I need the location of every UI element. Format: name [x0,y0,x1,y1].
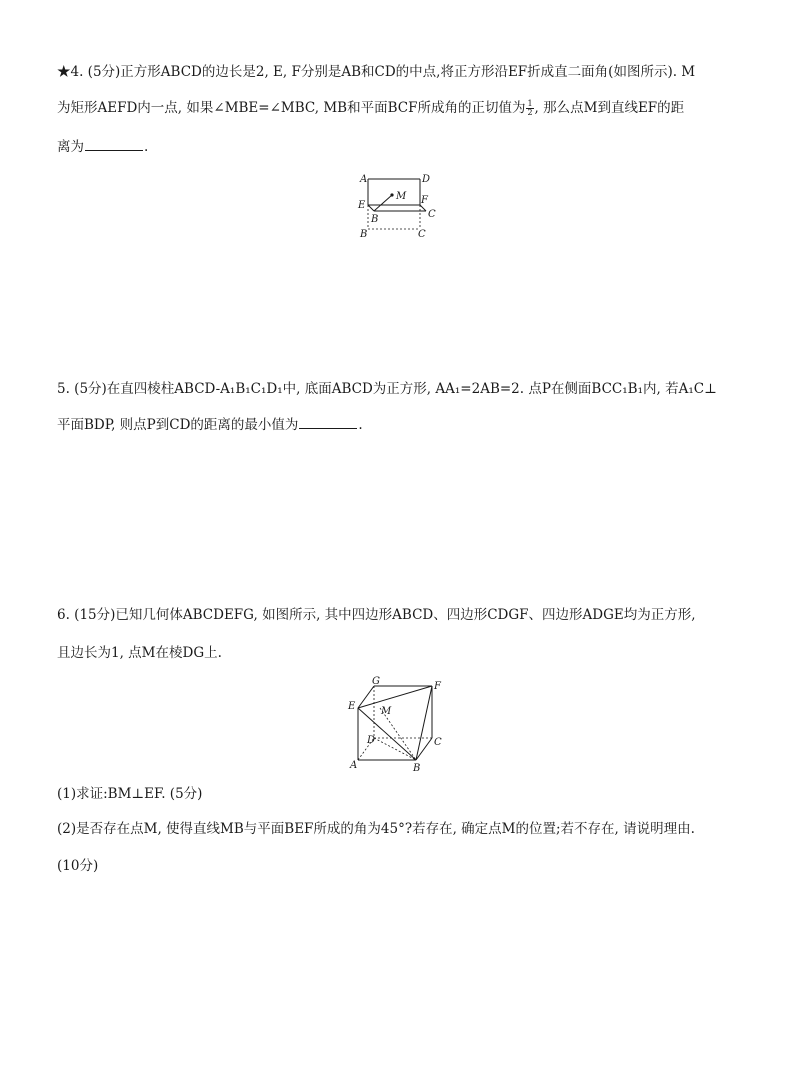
problem6-text-1: 6. (15分)已知几何体ABCDEFG, 如图所示, 其中四边形ABCD、四边形CDGF、四边形ADGE均为正方形, [57,607,696,623]
problem5-text-2: 平面BDP, 则点P到CD的距离的最小值为 [57,417,299,433]
label-C1: C [428,209,436,220]
problem6-part2-score-text: (10分) [57,858,99,874]
problem6-part2-text: (2)是否存在点M, 使得直线MB与平面BEF所成的角为45°?若存在, 确定点M的位置;若不存在, 请说明理由. [57,821,695,837]
problem6-part1-text: (1)求证:BM⊥EF. (5分) [57,786,203,802]
problem5-text-1: 5. (5分)在直四棱柱ABCD-A₁B₁C₁D₁中, 底面ABCD为正方形, AA₁=2AB=2. 点P在侧面BCC₁B₁内, 若A₁C⊥ [57,381,717,397]
problem4-line2 [57,99,684,117]
answer-blank-5[interactable] [299,416,357,429]
problem6-figure [344,674,450,774]
label-M: M [396,191,407,202]
edge-EG [358,686,374,708]
problem6-line1 [57,606,696,624]
problem4-figure [352,168,442,242]
problem4-line1 [57,63,695,81]
label-D: D [422,174,431,185]
problem4-line3 [57,138,148,156]
label-C: C [434,737,442,748]
label-B1: B [371,214,379,225]
fraction-denominator: 2 [527,108,533,117]
fraction-numerator: 1 [527,99,533,108]
problem6-part2 [57,820,695,838]
tangent-fraction [526,100,533,117]
label-B2: B [360,229,368,240]
label-A: A [360,174,368,185]
label-M: M [381,706,392,717]
problem4-text-3-end: . [144,139,149,155]
label-F: F [421,195,428,206]
problem5-line2 [57,416,363,434]
problem4-text-2a: 为矩形AEFD内一点, 如果∠MBE=∠MBC, MB和平面BCF所成角的正切值为 [57,100,526,116]
problem5-text-2-end: . [358,417,363,433]
label-A: A [350,760,358,771]
edge-EB [368,205,374,211]
label-E: E [358,200,366,211]
problem6-line2 [57,644,222,662]
point-M [390,193,393,196]
problem6-part1 [57,785,202,803]
label-E: E [348,701,356,712]
label-B: B [413,763,421,774]
label-G: G [372,676,380,687]
segment-MB [374,195,392,211]
problem6-part2-score [57,857,98,875]
answer-blank-4[interactable] [85,138,143,151]
problem5-line1 [57,380,717,398]
label-C2: C [418,229,426,240]
problem4-text-3: 离为 [57,139,84,155]
edge-EF [358,686,432,708]
label-D: D [367,735,376,746]
problem4-text-2b: , 那么点M到直线EF的距 [534,100,685,116]
problem4-text-1: ★4. (5分)正方形ABCD的边长是2, E, F分别是AB和CD的中点,将正方形沿EF折成直二面角(如图所示). M [57,64,696,80]
problem6-text-2: 且边长为1, 点M在棱DG上. [57,645,222,661]
label-F: F [434,681,441,692]
